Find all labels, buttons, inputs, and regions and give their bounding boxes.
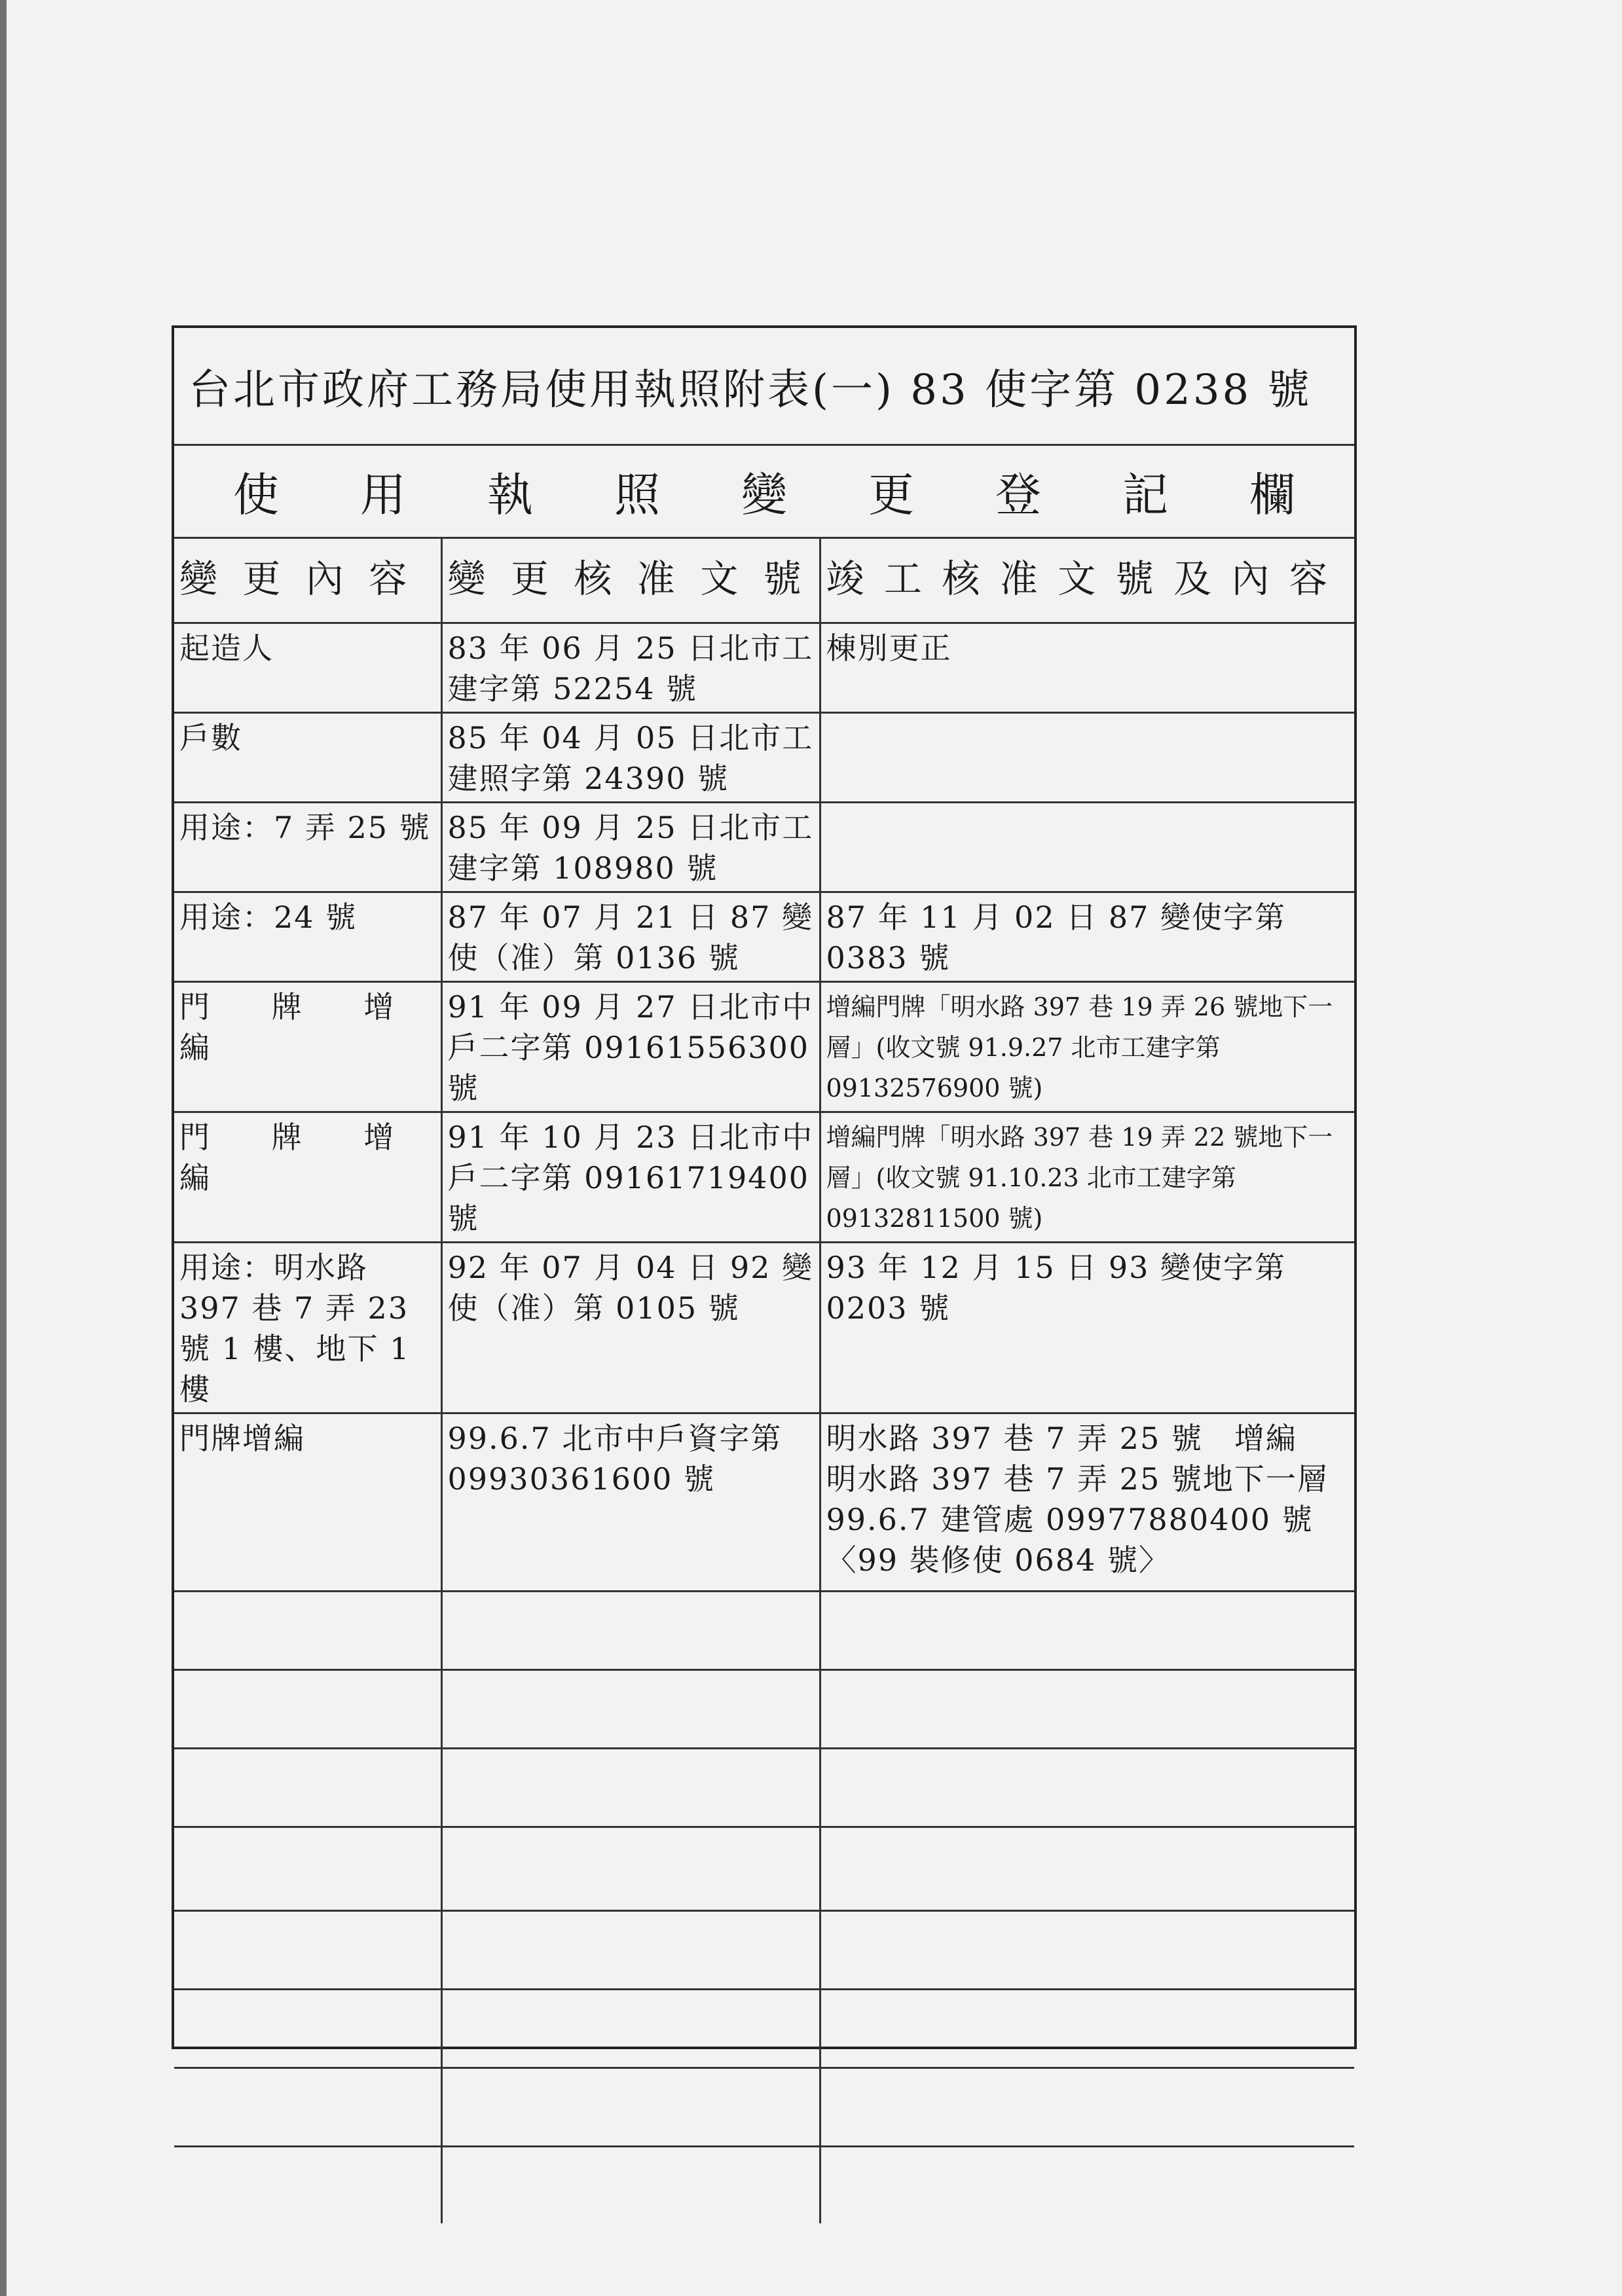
change-approval-cell: 92 年 07 月 04 日 92 變使（准）第 0105 號 [441,1242,820,1413]
section-heading [174,446,1354,539]
document-title-text: 台北市政府工務局使用執照附表(一) 83 使字第 0238 號 [189,365,1312,414]
heading-char: 更 [868,468,914,522]
heading-char: 用 [360,468,406,522]
table-row [174,1413,1354,1591]
empty-table-row [174,2146,1354,2223]
completion-approval-cell [820,802,1354,892]
column-header-approval: 變 更 核 准 文 號 [441,539,820,623]
change-approval-cell: 87 年 07 月 21 日 87 變使（准）第 0136 號 [441,892,820,981]
empty-table-row [174,1827,1354,1910]
spaced-label: 門 牌 增 編 [179,989,420,1065]
change-approval-cell: 91 年 09 月 27 日北市中戶二字第 09161556300 號 [441,981,820,1112]
column-header-content: 變 更 內 容 [174,539,441,623]
heading-char: 記 [1122,468,1168,522]
change-content-cell: 門牌增編 [174,1413,441,1591]
heading-char: 變 [741,468,787,522]
heading-char: 登 [995,468,1041,522]
completion-approval-cell: 87 年 11 月 02 日 87 變使字第 0383 號 [820,892,1354,981]
column-header-completion: 竣 工 核 准 文 號 及 內 容 [820,539,1354,623]
completion-approval-cell [820,712,1354,802]
spaced-label: 門 牌 增 編 [179,1119,420,1195]
heading-char: 照 [614,468,660,522]
empty-table-row [174,1989,1354,2068]
change-approval-cell: 99.6.7 北市中戶資字第 09930361600 號 [441,1413,820,1591]
change-approval-cell: 85 年 09 月 25 日北市工建字第 108980 號 [441,802,820,892]
completion-approval-cell: 增編門牌「明水路 397 巷 19 弄 22 號地下一層」(收文號 91.10.23 北市工建字第 09132811500 號) [820,1112,1354,1242]
completion-approval-cell: 棟別更正 [820,623,1354,712]
completion-approval-cell: 明水路 397 巷 7 弄 25 號 增編 明水路 397 巷 7 弄 25 號地下一層 99.6.7 建管處 09977880400 號〈99 裝修使 0684 號〉 [820,1413,1354,1591]
empty-table-row [174,1748,1354,1827]
change-content-cell: 用途：7 弄 25 號 [174,802,441,892]
heading-char: 執 [487,468,533,522]
empty-table-row [174,2068,1354,2146]
table-header-row [174,539,1354,623]
change-record-table [174,539,1354,2223]
license-attachment-sheet [172,325,1357,2049]
change-content-cell: 戶數 [174,712,441,802]
heading-char: 欄 [1249,468,1295,522]
table-row [174,802,1354,892]
change-content-cell: 用途：24 號 [174,892,441,981]
change-approval-cell: 91 年 10 月 23 日北市中戶二字第 09161719400 號 [441,1112,820,1242]
empty-table-row [174,1669,1354,1748]
change-approval-cell: 85 年 04 月 05 日北市工建照字第 24390 號 [441,712,820,802]
table-row [174,981,1354,1112]
completion-approval-cell: 93 年 12 月 15 日 93 變使字第 0203 號 [820,1242,1354,1413]
heading-char: 使 [233,468,279,522]
change-content-cell [174,1112,441,1242]
change-approval-cell: 83 年 06 月 25 日北市工建字第 52254 號 [441,623,820,712]
table-row [174,623,1354,712]
completion-approval-cell: 增編門牌「明水路 397 巷 19 弄 26 號地下一層」(收文號 91.9.27 北市工建字第 09132576900 號) [820,981,1354,1112]
table-row [174,712,1354,802]
change-content-cell: 用途：明水路 397 巷 7 弄 23 號 1 樓、地下 1 樓 [174,1242,441,1413]
change-content-cell [174,981,441,1112]
table-row [174,1112,1354,1242]
table-row [174,1242,1354,1413]
change-content-cell: 起造人 [174,623,441,712]
empty-table-row [174,1910,1354,1989]
empty-table-row [174,1591,1354,1669]
document-title [174,328,1354,446]
scan-edge [0,0,7,2296]
table-row [174,892,1354,981]
